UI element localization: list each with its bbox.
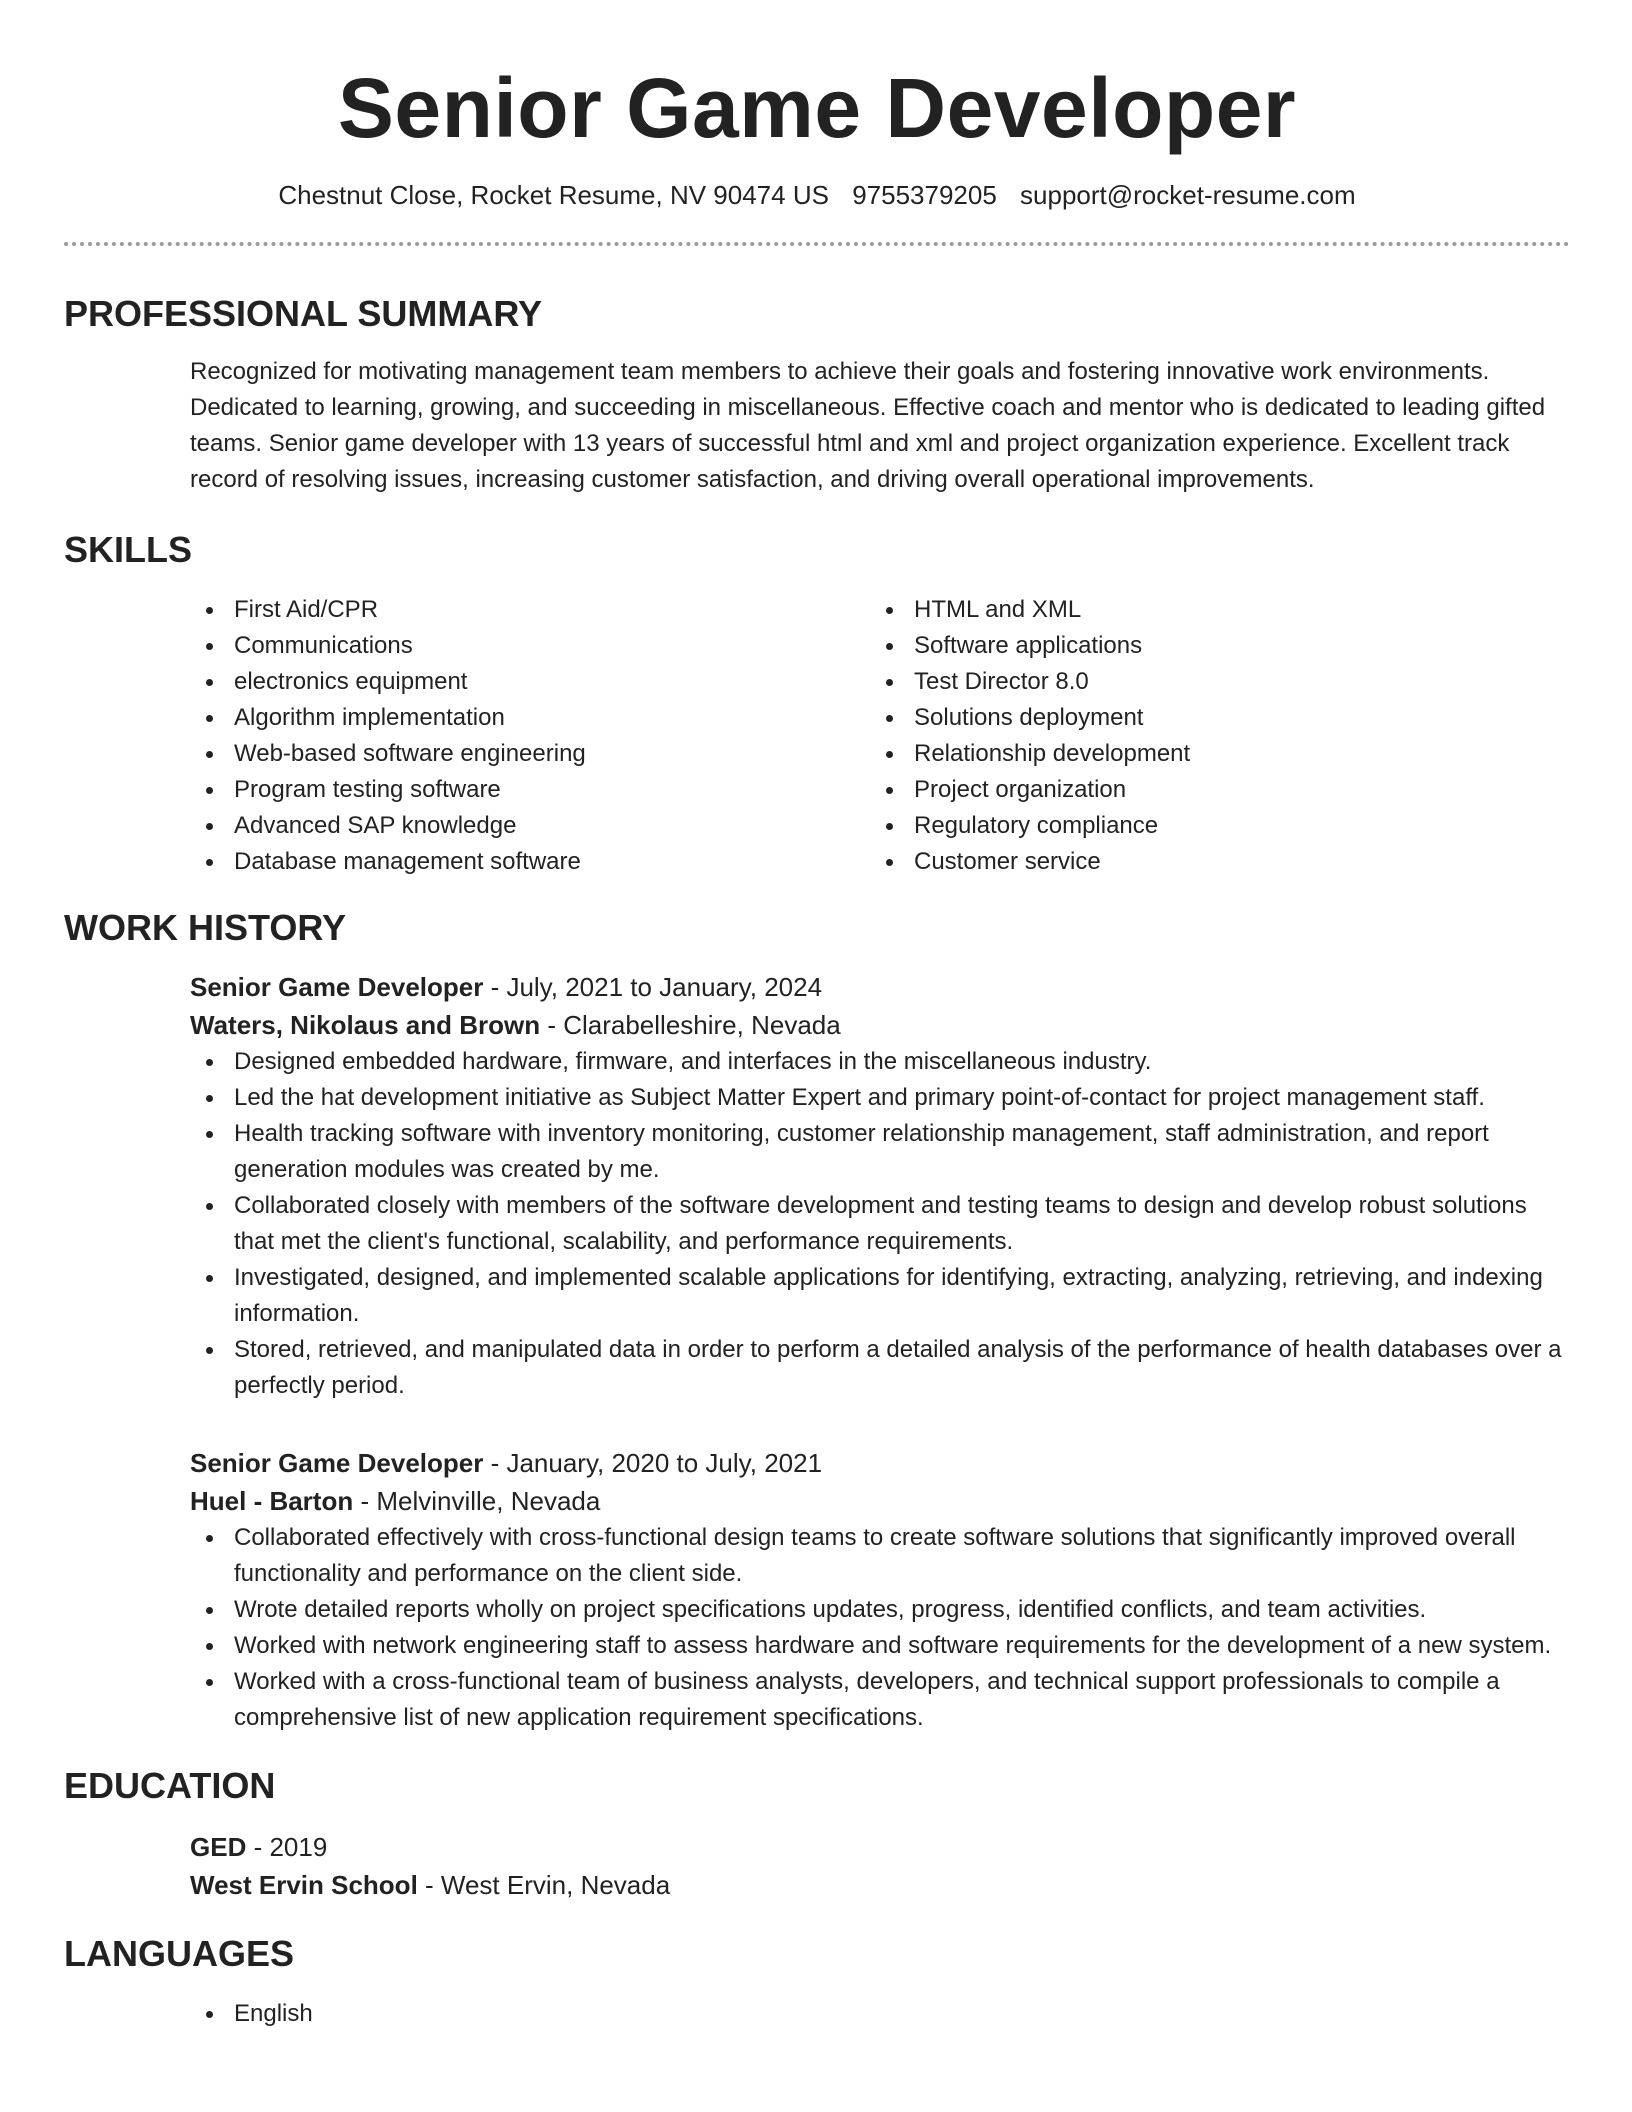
summary-text: Recognized for motivating management team members to achieve their goals and fostering innovative work environments. Dedicated to learning, growing, and succeeding in miscellaneous. Effective coach and mentor who is dedicated to leading gifted teams. Senior game developer with 13 years of successful html and xml and project organization experience. Excellent track record of resolving issues, increasing customer satisfaction, and driving overall operational improvements. (190, 358, 1546, 493)
skill-item: Database management software (190, 844, 870, 880)
job-entry (190, 1444, 1570, 1736)
job-entry (190, 968, 1570, 1404)
education-entry (190, 1828, 1570, 1904)
job-company: Huel - Barton (190, 1486, 354, 1516)
skill-item: Customer service (870, 844, 1550, 880)
job-bullet: Collaborated effectively with cross-functional design teams to create software solutions that significantly improved overall functionality and performance on the client side. (190, 1520, 1570, 1592)
skill-item: Project organization (870, 772, 1550, 808)
job-bullet: Worked with network engineering staff to assess hardware and software requirements for the development of a new system. (190, 1628, 1570, 1664)
job-bullets (190, 1044, 1570, 1404)
skill-item: Communications (190, 628, 870, 664)
header-divider (64, 242, 1570, 246)
job-bullet: Health tracking software with inventory monitoring, customer relationship management, staff administration, and report generation modules was created by me. (190, 1116, 1570, 1188)
job-bullet: Stored, retrieved, and manipulated data in order to perform a detailed analysis of the performance of health databases over a perfectly period. (190, 1332, 1570, 1404)
job-company: Waters, Nikolaus and Brown (190, 1010, 541, 1040)
education-degree: GED (190, 1832, 247, 1862)
section-title-skills: SKILLS (64, 529, 193, 570)
skill-item: HTML and XML (870, 592, 1550, 628)
skill-item: Solutions deployment (870, 700, 1550, 736)
skill-item: Regulatory compliance (870, 808, 1550, 844)
skill-item: Relationship development (870, 736, 1550, 772)
skill-item: Test Director 8.0 (870, 664, 1550, 700)
contact-line (64, 178, 1570, 212)
contact-phone: 9755379205 (852, 180, 997, 210)
job-role-line (190, 1444, 1570, 1482)
job-bullet: Investigated, designed, and implemented scalable applications for identifying, extracting, analyzing, retrieving, and indexing information. (190, 1260, 1570, 1332)
job-role-line (190, 968, 1570, 1006)
skill-item: Web-based software engineering (190, 736, 870, 772)
skill-item: electronics equipment (190, 664, 870, 700)
job-dates: - July, 2021 to January, 2024 (483, 972, 823, 1002)
resume-page (64, 0, 1570, 2032)
job-company-line (190, 1482, 1570, 1520)
section-title-education: EDUCATION (64, 1765, 276, 1806)
job-bullets (190, 1520, 1570, 1736)
education-year: - 2019 (246, 1832, 328, 1862)
resume-name: Senior Game Developer (337, 61, 1297, 155)
education-school-line (190, 1866, 1570, 1904)
contact-email: support@rocket-resume.com (1020, 180, 1356, 210)
job-bullet: Worked with a cross-functional team of business analysts, developers, and technical support professionals to compile a comprehensive list of new application requirement specifications. (190, 1664, 1570, 1736)
skill-item: Software applications (870, 628, 1550, 664)
job-company-line (190, 1006, 1570, 1044)
education-degree-line (190, 1828, 1570, 1866)
section-title-summary: PROFESSIONAL SUMMARY (64, 293, 543, 334)
education-school: West Ervin School (190, 1870, 418, 1900)
languages-list-wrap (190, 1996, 1570, 2032)
job-location: - Clarabelleshire, Nevada (540, 1010, 841, 1040)
job-bullet: Wrote detailed reports wholly on project specifications updates, progress, identified conflicts, and team activities. (190, 1592, 1570, 1628)
job-role: Senior Game Developer (190, 1448, 484, 1478)
job-bullet: Led the hat development initiative as Subject Matter Expert and primary point-of-contact for project management staff. (190, 1080, 1570, 1116)
skill-item: Advanced SAP knowledge (190, 808, 870, 844)
skill-item: Program testing software (190, 772, 870, 808)
skills-column-right (870, 592, 1550, 880)
section-title-languages: LANGUAGES (64, 1933, 295, 1974)
skill-item: Algorithm implementation (190, 700, 870, 736)
section-title-work-history: WORK HISTORY (64, 907, 347, 948)
job-bullet: Designed embedded hardware, firmware, and interfaces in the miscellaneous industry. (190, 1044, 1570, 1080)
education-location: - West Ervin, Nevada (417, 1870, 671, 1900)
language-item: English (190, 1996, 1570, 2032)
job-bullet: Collaborated closely with members of the software development and testing teams to design and develop robust solutions that met the client's functional, scalability, and performance requirements. (190, 1188, 1570, 1260)
languages-list (190, 1996, 1570, 2032)
job-dates: - January, 2020 to July, 2021 (483, 1448, 823, 1478)
skills-grid (190, 592, 1570, 880)
contact-address: Chestnut Close, Rocket Resume, NV 90474 US (278, 180, 829, 210)
job-location: - Melvinville, Nevada (353, 1486, 601, 1516)
skill-item: First Aid/CPR (190, 592, 870, 628)
job-role: Senior Game Developer (190, 972, 484, 1002)
skills-column-left (190, 592, 870, 880)
